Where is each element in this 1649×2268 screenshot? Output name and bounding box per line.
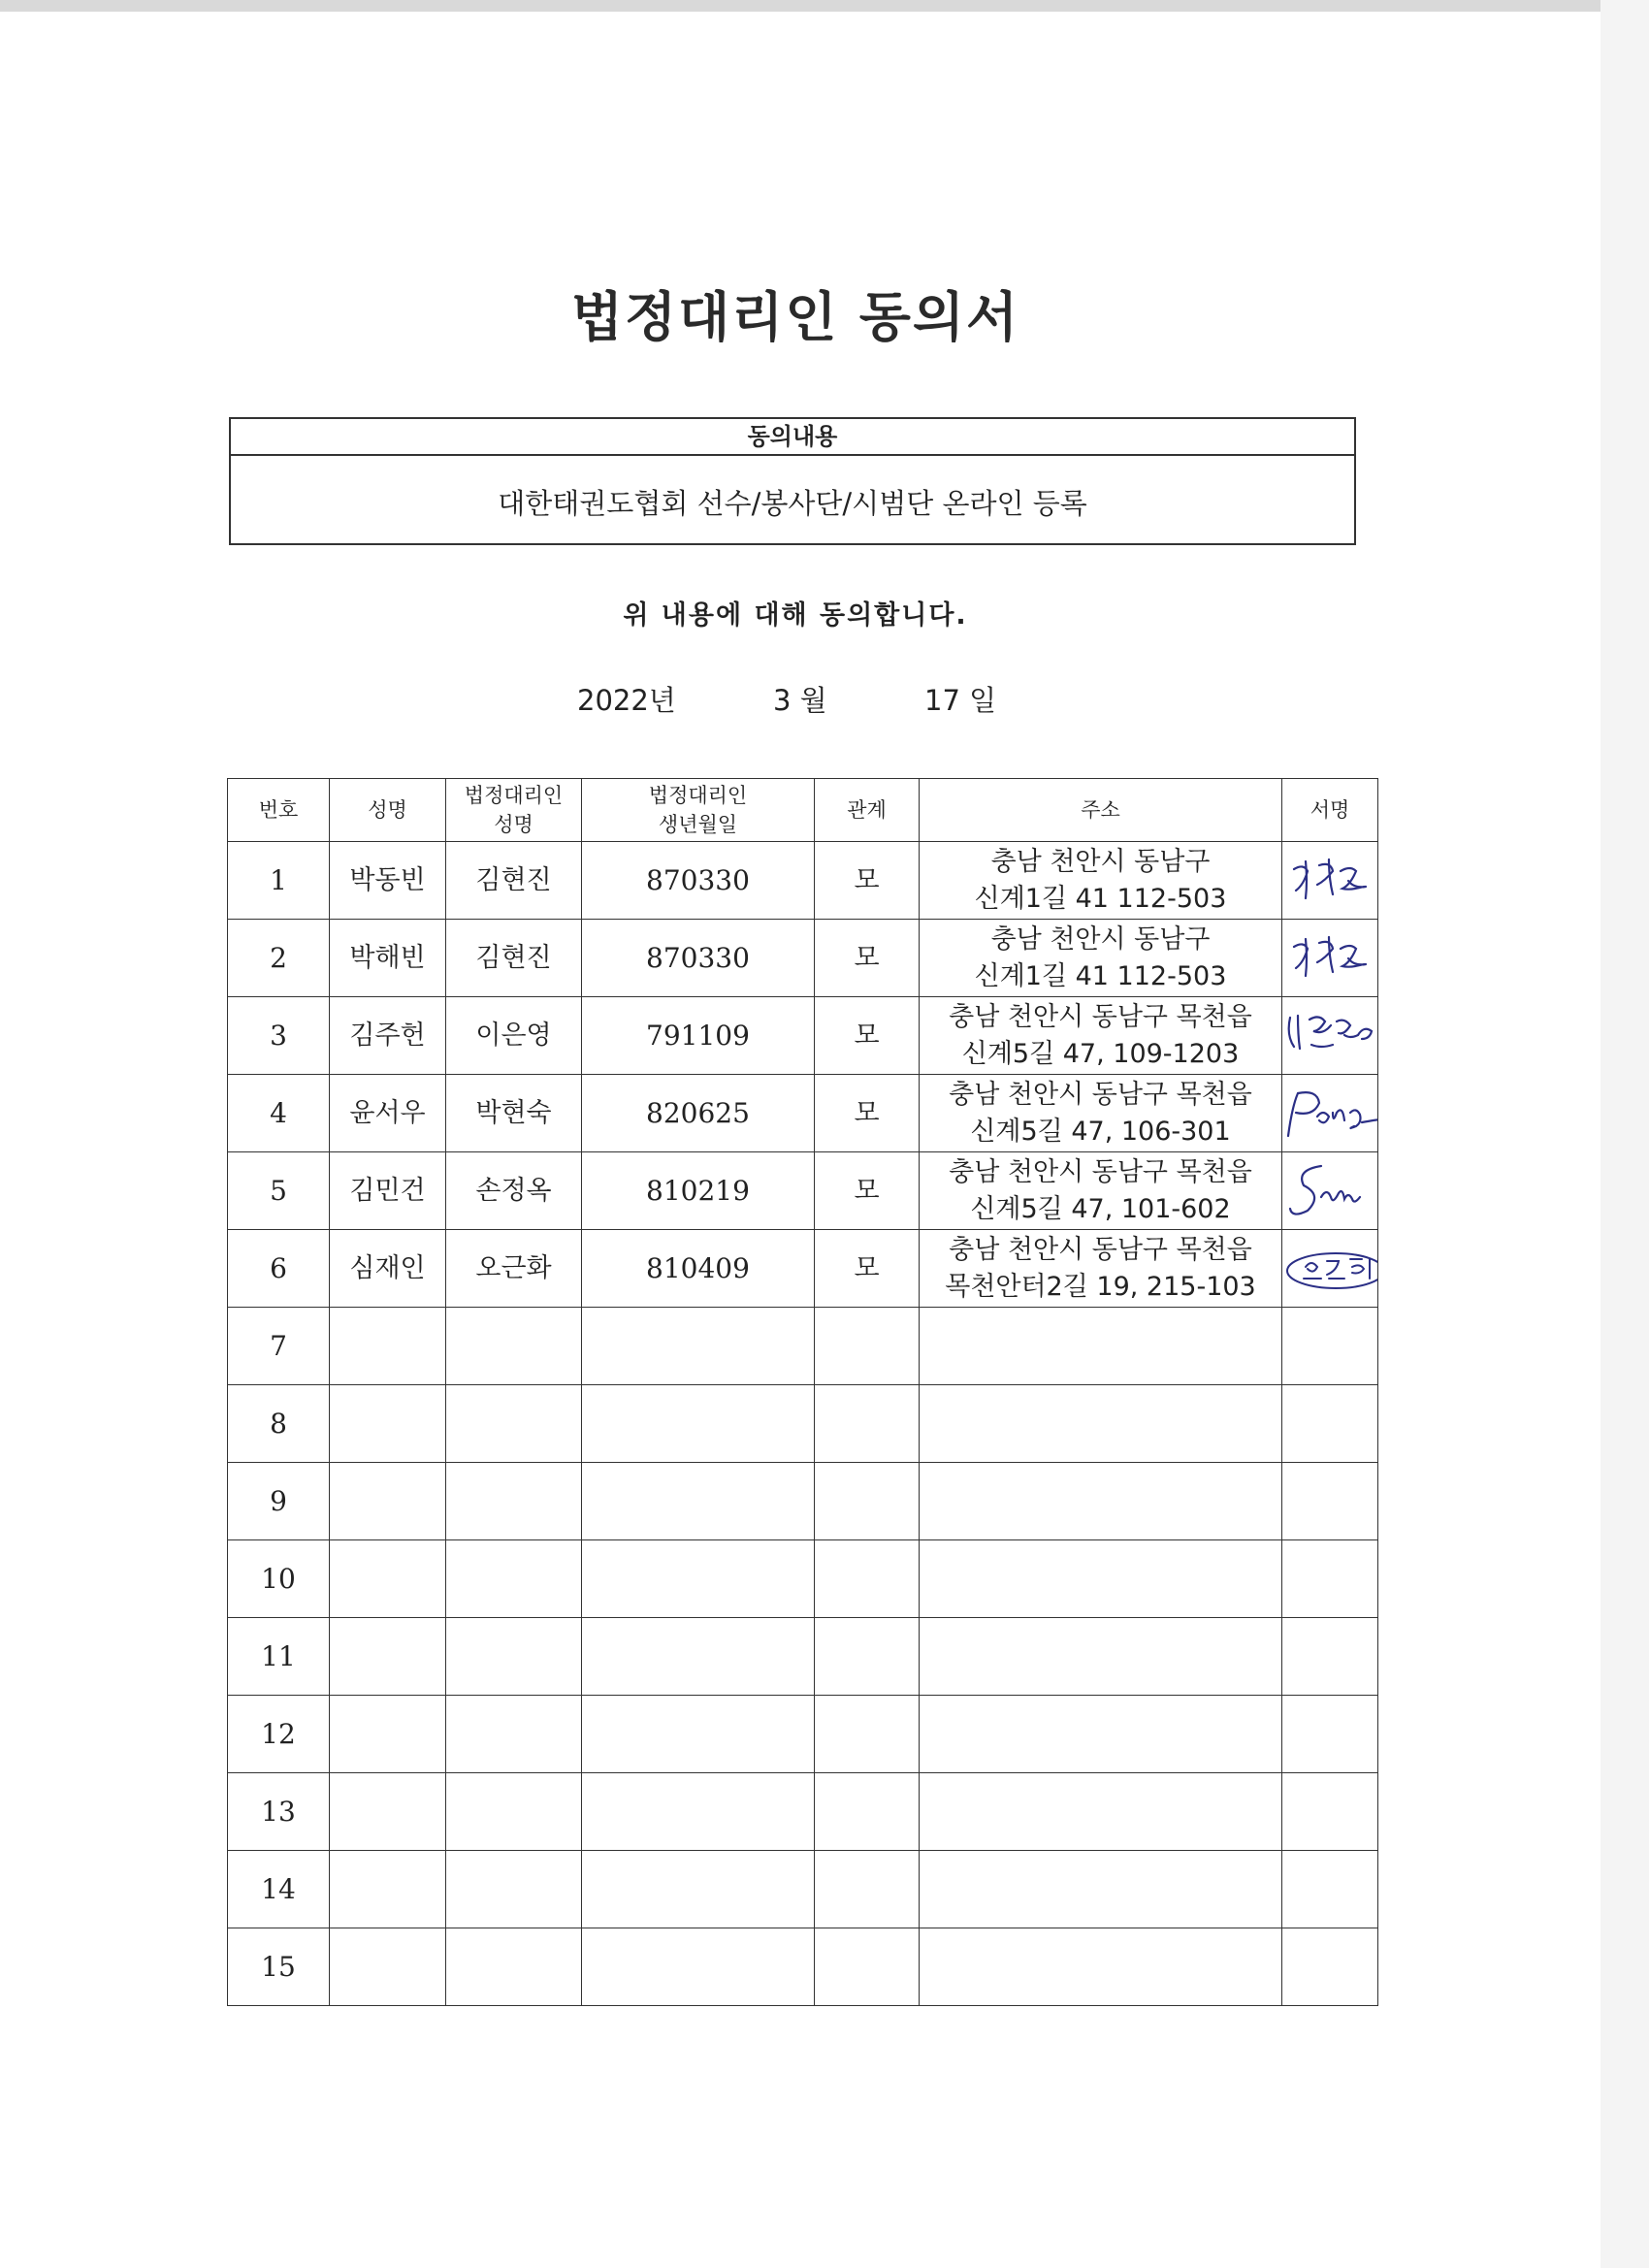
table-row <box>228 1308 1378 1385</box>
scan-edge-top <box>0 0 1649 12</box>
row-name <box>330 1928 446 2006</box>
row-relation <box>815 1773 920 1851</box>
row-guardian-name <box>446 1463 582 1540</box>
row-name: 윤서우 <box>330 1075 446 1152</box>
table-row <box>228 997 1378 1075</box>
row-signature <box>1282 1773 1378 1851</box>
row-address-line2: 목천안터2길 19, 215-103 <box>945 1271 1256 1302</box>
row-guardian-name <box>446 1540 582 1618</box>
row-relation <box>815 1540 920 1618</box>
row-address <box>920 1773 1282 1851</box>
row-relation <box>815 1463 920 1540</box>
row-address <box>920 1385 1282 1463</box>
table-row <box>228 1152 1378 1230</box>
row-guardian-name: 김현진 <box>446 920 582 997</box>
row-address-line1: 충남 천안시 동남구 <box>990 846 1211 877</box>
row-no: 5 <box>228 1152 330 1230</box>
row-name <box>330 1540 446 1618</box>
row-address <box>920 1230 1282 1308</box>
row-guardian-name: 손정옥 <box>446 1152 582 1230</box>
row-signature <box>1282 997 1378 1075</box>
row-guardian-birth <box>582 1618 815 1696</box>
row-address <box>920 997 1282 1075</box>
row-guardian-birth <box>582 1696 815 1773</box>
row-relation: 모 <box>815 842 920 920</box>
row-guardian-birth <box>582 1851 815 1928</box>
row-guardian-birth: 810409 <box>582 1230 815 1308</box>
table-header-row <box>228 779 1378 842</box>
row-relation: 모 <box>815 1075 920 1152</box>
row-address-line2: 신계5길 47, 109-1203 <box>961 1038 1240 1069</box>
row-signature <box>1282 1540 1378 1618</box>
row-no: 15 <box>228 1928 330 2006</box>
handwritten-signature <box>1282 1084 1377 1144</box>
row-relation: 모 <box>815 997 920 1075</box>
row-guardian-birth <box>582 1928 815 2006</box>
row-signature <box>1282 842 1378 920</box>
table-row <box>228 842 1378 920</box>
row-signature <box>1282 1851 1378 1928</box>
table-row <box>228 1075 1378 1152</box>
row-no: 10 <box>228 1540 330 1618</box>
header-guardian-birth-line1: 법정대리인 <box>648 784 748 807</box>
row-relation: 모 <box>815 920 920 997</box>
row-name <box>330 1773 446 1851</box>
row-address-line1: 충남 천안시 동남구 목천읍 <box>949 1001 1252 1032</box>
row-guardian-name: 김현진 <box>446 842 582 920</box>
row-name <box>330 1851 446 1928</box>
row-signature <box>1282 1230 1378 1308</box>
row-no: 11 <box>228 1618 330 1696</box>
row-signature <box>1282 1385 1378 1463</box>
row-guardian-birth: 810219 <box>582 1152 815 1230</box>
row-guardian-name <box>446 1385 582 1463</box>
row-name <box>330 1385 446 1463</box>
row-signature <box>1282 920 1378 997</box>
row-no: 3 <box>228 997 330 1075</box>
row-relation <box>815 1696 920 1773</box>
row-guardian-birth: 820625 <box>582 1075 815 1152</box>
row-signature <box>1282 1152 1378 1230</box>
header-name: 성명 <box>330 779 446 842</box>
row-guardian-name: 오근화 <box>446 1230 582 1308</box>
row-name <box>330 1618 446 1696</box>
table-row <box>228 1928 1378 2006</box>
row-no: 13 <box>228 1773 330 1851</box>
table-row <box>228 1230 1378 1308</box>
row-guardian-birth <box>582 1308 815 1385</box>
row-guardian-name <box>446 1851 582 1928</box>
header-address: 주소 <box>920 779 1282 842</box>
row-no: 1 <box>228 842 330 920</box>
row-guardian-birth <box>582 1773 815 1851</box>
agreement-statement: 위 내용에 대해 동의합니다. <box>623 600 968 631</box>
row-name: 김주헌 <box>330 997 446 1075</box>
header-no: 번호 <box>228 779 330 842</box>
date-day: 17 일 <box>924 684 997 717</box>
row-address <box>920 1463 1282 1540</box>
table-row <box>228 1463 1378 1540</box>
row-relation <box>815 1928 920 2006</box>
table-row <box>228 1540 1378 1618</box>
row-address <box>920 1696 1282 1773</box>
row-guardian-name <box>446 1618 582 1696</box>
table-row <box>228 1696 1378 1773</box>
row-address <box>920 1618 1282 1696</box>
row-address <box>920 842 1282 920</box>
consent-content: 대한태권도협회 선수/봉사단/시범단 온라인 등록 <box>498 486 1087 520</box>
row-no: 9 <box>228 1463 330 1540</box>
table-row <box>228 1851 1378 1928</box>
header-signature: 서명 <box>1282 779 1378 842</box>
row-signature <box>1282 1075 1378 1152</box>
row-no: 14 <box>228 1851 330 1928</box>
row-signature <box>1282 1308 1378 1385</box>
row-name <box>330 1696 446 1773</box>
row-relation <box>815 1618 920 1696</box>
row-name: 심재인 <box>330 1230 446 1308</box>
row-no: 6 <box>228 1230 330 1308</box>
table-row <box>228 1773 1378 1851</box>
date-year: 2022년 <box>577 684 676 717</box>
row-no: 4 <box>228 1075 330 1152</box>
header-guardian-name <box>446 779 582 842</box>
row-guardian-birth: 870330 <box>582 920 815 997</box>
row-address <box>920 1152 1282 1230</box>
row-no: 12 <box>228 1696 330 1773</box>
row-address-line2: 신계1길 41 112-503 <box>974 883 1227 914</box>
guardian-table <box>227 778 1378 2006</box>
table-row <box>228 920 1378 997</box>
row-relation: 모 <box>815 1230 920 1308</box>
row-signature <box>1282 1696 1378 1773</box>
row-address-line2: 신계5길 47, 106-301 <box>970 1116 1231 1147</box>
table-row <box>228 1385 1378 1463</box>
row-guardian-name <box>446 1928 582 2006</box>
header-guardian-birth <box>582 779 815 842</box>
row-name: 박동빈 <box>330 842 446 920</box>
row-relation <box>815 1385 920 1463</box>
row-guardian-name <box>446 1308 582 1385</box>
header-relation: 관계 <box>815 779 920 842</box>
document-title: 법정대리인 동의서 <box>570 286 1020 348</box>
handwritten-signature <box>1282 1238 1377 1300</box>
row-guardian-birth <box>582 1385 815 1463</box>
handwritten-signature <box>1282 929 1377 988</box>
row-guardian-birth: 870330 <box>582 842 815 920</box>
row-no: 8 <box>228 1385 330 1463</box>
row-signature <box>1282 1463 1378 1540</box>
row-relation: 모 <box>815 1152 920 1230</box>
row-guardian-name <box>446 1696 582 1773</box>
header-guardian-birth-line2: 생년월일 <box>658 813 738 836</box>
consent-box <box>229 417 1356 545</box>
row-no: 2 <box>228 920 330 997</box>
row-name <box>330 1463 446 1540</box>
row-guardian-name: 이은영 <box>446 997 582 1075</box>
row-address-line1: 충남 천안시 동남구 <box>990 923 1211 955</box>
handwritten-signature <box>1282 852 1377 910</box>
row-name <box>330 1308 446 1385</box>
row-relation <box>815 1851 920 1928</box>
row-guardian-name: 박현숙 <box>446 1075 582 1152</box>
row-address-line1: 충남 천안시 동남구 목천읍 <box>949 1156 1252 1187</box>
row-address <box>920 1540 1282 1618</box>
row-guardian-birth <box>582 1540 815 1618</box>
row-signature <box>1282 1618 1378 1696</box>
row-address <box>920 1308 1282 1385</box>
date-month: 3 월 <box>773 684 827 717</box>
header-guardian-name-line1: 법정대리인 <box>464 784 564 807</box>
scan-edge-right <box>1600 0 1649 2268</box>
handwritten-signature <box>1282 1160 1377 1222</box>
row-guardian-birth <box>582 1463 815 1540</box>
row-name: 박해빈 <box>330 920 446 997</box>
handwritten-signature <box>1282 1006 1377 1066</box>
row-address <box>920 920 1282 997</box>
row-relation <box>815 1308 920 1385</box>
row-address <box>920 1851 1282 1928</box>
row-address-line2: 신계1길 41 112-503 <box>974 960 1227 991</box>
row-address-line1: 충남 천안시 동남구 목천읍 <box>949 1234 1252 1265</box>
header-guardian-name-line2: 성명 <box>494 813 534 836</box>
consent-header: 동의내용 <box>231 419 1354 456</box>
row-no: 7 <box>228 1308 330 1385</box>
row-address <box>920 1928 1282 2006</box>
row-address <box>920 1075 1282 1152</box>
row-address-line2: 신계5길 47, 101-602 <box>970 1193 1231 1224</box>
table-row <box>228 1618 1378 1696</box>
row-signature <box>1282 1928 1378 2006</box>
row-guardian-name <box>446 1773 582 1851</box>
row-name: 김민건 <box>330 1152 446 1230</box>
row-address-line1: 충남 천안시 동남구 목천읍 <box>949 1079 1252 1110</box>
row-guardian-birth: 791109 <box>582 997 815 1075</box>
